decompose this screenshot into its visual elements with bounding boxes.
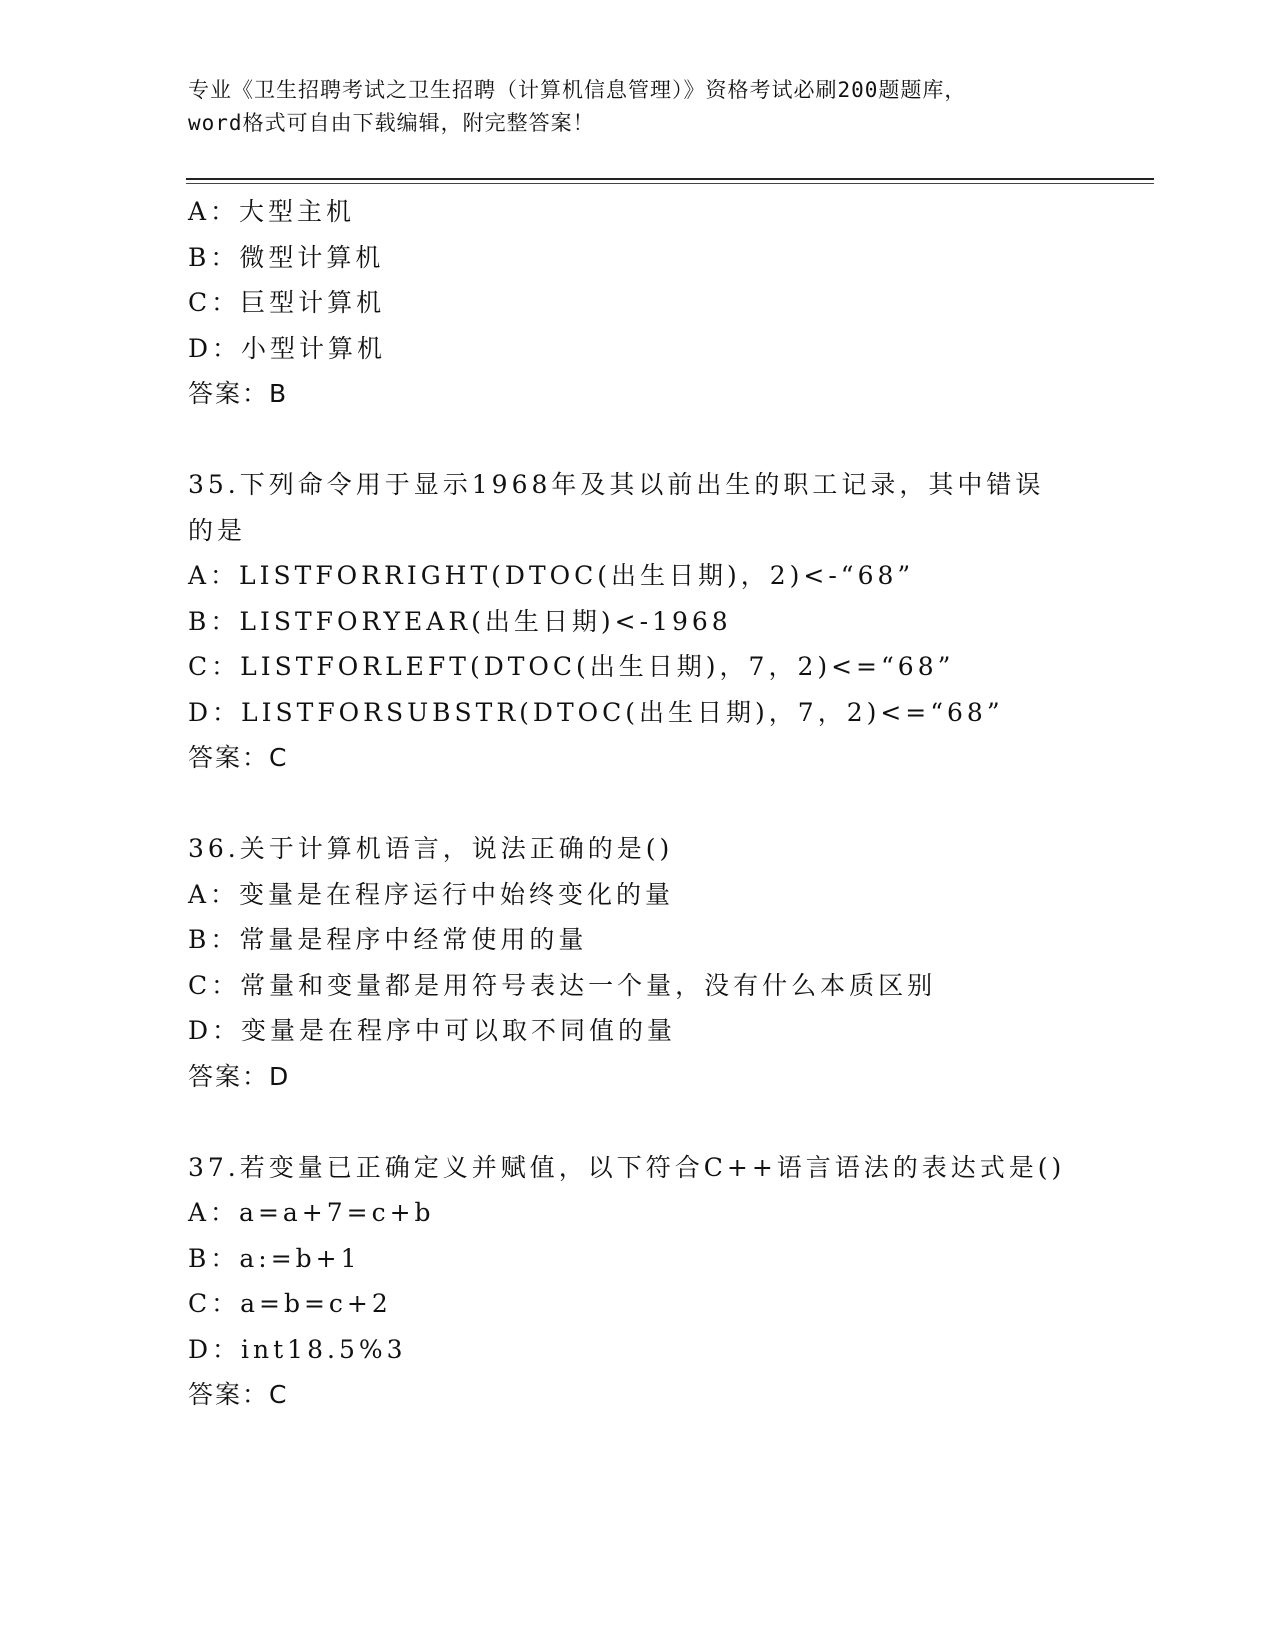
answer-line: 答案：C xyxy=(188,743,289,772)
option-b: B：微型计算机 xyxy=(188,242,385,272)
option-d: D：变量是在程序中可以取不同值的量 xyxy=(188,1016,677,1045)
question-block-36 xyxy=(188,826,1148,1099)
header-line-1: 专业《卫生招聘考试之卫生招聘（计算机信息管理）》资格考试必刷200题题库， xyxy=(188,78,967,102)
option-d: D：int18.5%3 xyxy=(188,1334,407,1364)
option-d: D：LISTFORSUBSTR(DTOC(出生日期)，7，2)<=“68” xyxy=(188,697,1004,727)
header-divider-thin xyxy=(186,183,1154,184)
question-list xyxy=(188,189,1148,1418)
block-spacer xyxy=(188,417,1148,463)
option-c: C：巨型计算机 xyxy=(188,288,386,317)
question-block-partial xyxy=(188,189,1148,417)
question-block-35 xyxy=(188,462,1148,781)
header-line-2: word格式可自由下载编辑，附完整答案！ xyxy=(188,111,595,135)
option-b: B：LISTFORYEAR(出生日期)<-1968 xyxy=(188,606,732,636)
option-a: A：变量是在程序运行中始终变化的量 xyxy=(188,879,675,909)
question-title: 35.下列命令用于显示1968年及其以前出生的职工记录，其中错误的是 xyxy=(188,470,1045,545)
option-c: C：常量和变量都是用符号表达一个量，没有什么本质区别 xyxy=(188,970,937,1000)
question-title: 37.若变量已正确定义并赋值，以下符合C++语言语法的表达式是() xyxy=(188,1152,1066,1182)
option-c: C：a=b=c+2 xyxy=(188,1289,392,1318)
header-divider-thick xyxy=(186,178,1154,180)
answer-line: 答案：D xyxy=(188,1061,291,1091)
option-a: A：LISTFORRIGHT(DTOC(出生日期)，2)<-“68” xyxy=(188,561,915,590)
option-b: B：常量是程序中经常使用的量 xyxy=(188,925,588,954)
document-header xyxy=(188,74,1088,140)
answer-line: 答案：C xyxy=(188,1380,289,1409)
option-b: B：a:=b+1 xyxy=(188,1243,361,1273)
question-title: 36.关于计算机语言，说法正确的是() xyxy=(188,834,674,863)
answer-line: 答案：B xyxy=(188,379,289,408)
option-a: A：a=a+7=c+b xyxy=(188,1198,435,1227)
option-a: A：大型主机 xyxy=(188,197,356,226)
option-d: D：小型计算机 xyxy=(188,333,387,363)
option-c: C：LISTFORLEFT(DTOC(出生日期)，7，2)<=“68” xyxy=(188,652,955,681)
block-spacer xyxy=(188,1099,1148,1145)
question-block-37 xyxy=(188,1145,1148,1418)
block-spacer xyxy=(188,781,1148,827)
